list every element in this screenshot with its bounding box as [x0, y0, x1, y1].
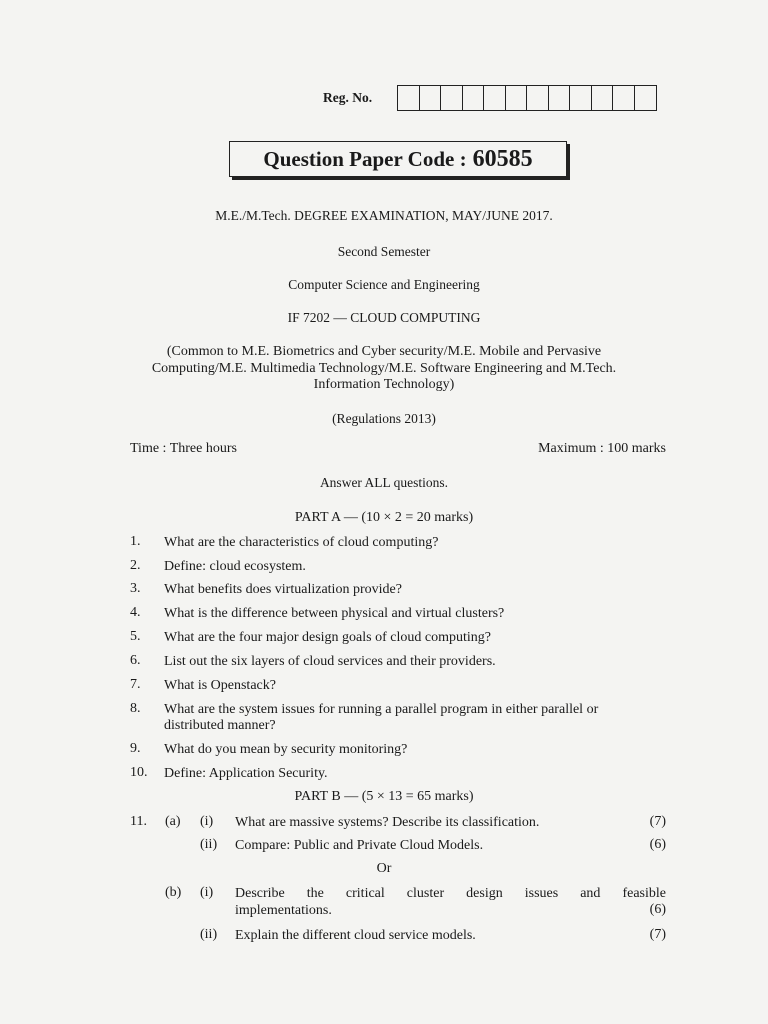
- marks: (7): [649, 927, 666, 942]
- question-text: What are the characteristics of cloud computing?: [164, 535, 439, 550]
- question-paper-code-box: [229, 141, 567, 177]
- question-text-line1: Describe the critical cluster design issues and feasible: [235, 886, 666, 901]
- question-number: 5.: [130, 629, 141, 644]
- question-text: Explain the different cloud service models.: [235, 928, 476, 943]
- question-text-line1: What are the system issues for running a parallel program in either parallel or: [164, 702, 599, 717]
- department: Computer Science and Engineering: [288, 277, 480, 292]
- sub-label: (ii): [200, 927, 218, 942]
- common-note-line1: (Common to M.E. Biometrics and Cyber security/M.E. Mobile and Pervasive: [166, 344, 602, 359]
- reg-no-label: Reg. No.: [323, 90, 373, 105]
- reg-digit-box: [549, 86, 571, 110]
- instruction: Answer ALL questions.: [319, 475, 449, 490]
- reg-digit-box: [463, 86, 485, 110]
- sub-label: (i): [200, 885, 214, 900]
- question-number: 11.: [130, 814, 147, 829]
- subject: IF 7202 — CLOUD COMPUTING: [287, 310, 481, 325]
- part-a-heading: PART A — (10 × 2 = 20 marks): [294, 510, 474, 525]
- common-note-line3: Information Technology): [313, 377, 455, 392]
- question-text: What are massive systems? Describe its classification.: [235, 815, 540, 830]
- common-note-line2: Computing/M.E. Multimedia Technology/M.E. Software Engineering and M.Tech.: [151, 361, 617, 376]
- question-number: 4.: [130, 605, 141, 620]
- max-marks-label: Maximum : 100 marks: [538, 441, 666, 456]
- question-number: 7.: [130, 677, 141, 692]
- question-text: What do you mean by security monitoring?: [164, 742, 408, 757]
- reg-digit-box: [420, 86, 442, 110]
- code-label: Question Paper Code :: [263, 146, 467, 171]
- question-text-line2: implementations.: [235, 903, 332, 918]
- sub-label: (ii): [200, 837, 218, 852]
- option-label: (b): [165, 885, 182, 900]
- code-number: 60585: [472, 145, 533, 172]
- question-text: What benefits does virtualization provide?: [164, 582, 402, 597]
- marks: (6): [649, 837, 666, 852]
- question-number: 6.: [130, 653, 141, 668]
- reg-digit-box: [592, 86, 614, 110]
- semester: Second Semester: [337, 244, 431, 259]
- option-label: (a): [165, 814, 181, 829]
- question-number: 10.: [130, 765, 148, 780]
- reg-digit-box: [570, 86, 592, 110]
- regulations: (Regulations 2013): [332, 411, 436, 426]
- question-text: What are the four major design goals of cloud computing?: [164, 630, 491, 645]
- question-number: 9.: [130, 741, 141, 756]
- time-label: Time : Three hours: [130, 441, 237, 456]
- reg-digit-box: [635, 86, 657, 110]
- question-text: Define: cloud ecosystem.: [164, 559, 306, 574]
- reg-no-boxes: [397, 85, 657, 111]
- reg-digit-box: [527, 86, 549, 110]
- reg-digit-box: [441, 86, 463, 110]
- question-text: Define: Application Security.: [164, 766, 328, 781]
- question-number: 3.: [130, 581, 141, 596]
- reg-digit-box: [506, 86, 528, 110]
- question-number: 2.: [130, 558, 141, 573]
- or-label: Or: [376, 861, 392, 876]
- reg-digit-box: [484, 86, 506, 110]
- question-text: What is Openstack?: [164, 678, 276, 693]
- question-text: List out the six layers of cloud services and their providers.: [164, 654, 496, 669]
- question-number: 8.: [130, 701, 141, 716]
- sub-label: (i): [200, 814, 214, 829]
- question-text-line2: distributed manner?: [164, 718, 276, 733]
- question-text: What is the difference between physical and virtual clusters?: [164, 606, 505, 621]
- reg-digit-box: [398, 86, 420, 110]
- exam-title: M.E./M.Tech. DEGREE EXAMINATION, MAY/JUNE 2017.: [215, 208, 553, 223]
- question-text: Compare: Public and Private Cloud Models.: [235, 838, 484, 853]
- question-number: 1.: [130, 534, 141, 549]
- marks: (7): [649, 814, 666, 829]
- reg-digit-box: [613, 86, 635, 110]
- part-b-heading: PART B — (5 × 13 = 65 marks): [294, 789, 474, 804]
- marks: (6): [649, 902, 666, 917]
